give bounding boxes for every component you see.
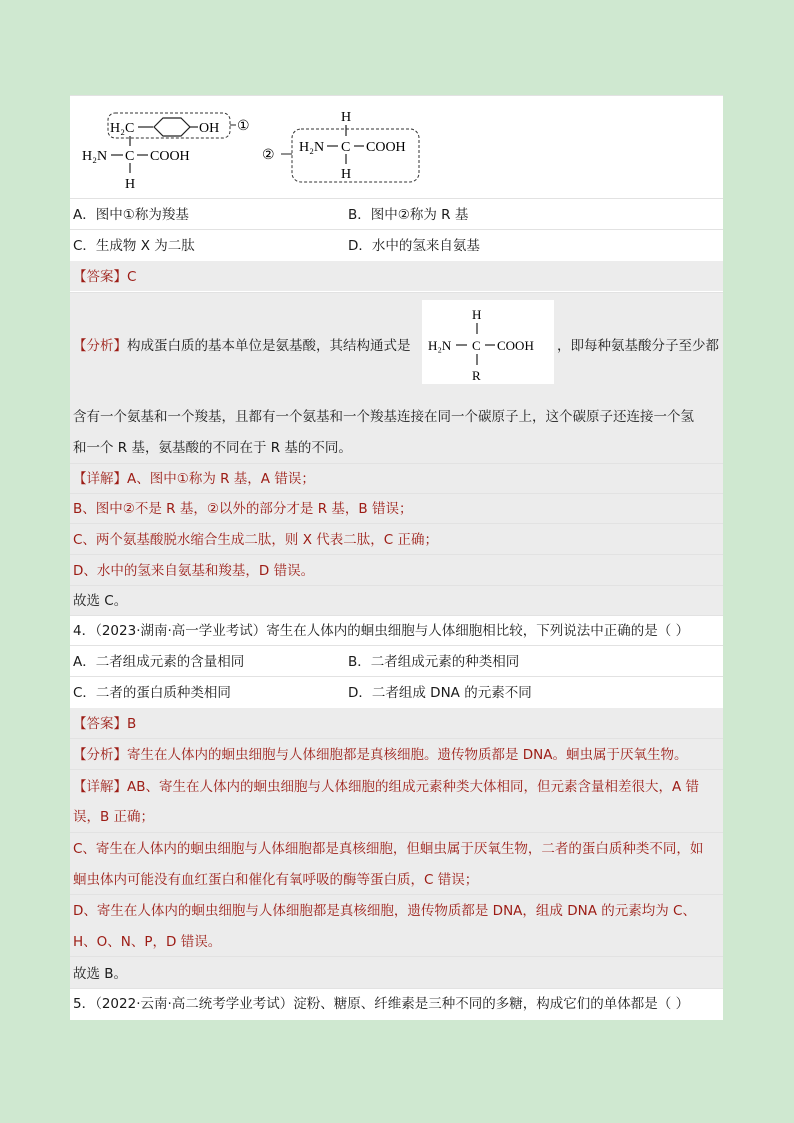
formula-h2n: H₂N	[428, 338, 452, 353]
left-c: C	[125, 149, 135, 164]
q3-options-row-1	[70, 198, 723, 229]
amino-acid-structures	[70, 96, 723, 198]
formula-c: C	[472, 338, 481, 353]
marker-2: ②	[262, 148, 275, 163]
q4-analysis	[70, 738, 723, 770]
right-h2n: H₂N	[299, 140, 325, 155]
answer-tag: 【答案】	[73, 269, 127, 285]
q3-options-row-2	[70, 229, 723, 261]
detail-tag: 【详解】	[73, 471, 127, 487]
analysis-line2: 含有一个氨基和一个羧基，且都有一个氨基和一个羧基连接在同一个碳原子上，这个碳原子还连接一个氢	[73, 409, 694, 425]
q4-option-c[interactable]: C．二者的蛋白质种类相同	[73, 685, 231, 701]
q3-detail-d	[70, 554, 723, 586]
general-formula-box	[422, 300, 554, 384]
q3-option-b[interactable]: B．图中②称为 R 基	[348, 207, 469, 223]
q4-stem	[70, 615, 723, 646]
detail-a: A、图中①称为 R 基，A 错误；	[127, 471, 315, 487]
formula-r: R	[472, 368, 481, 383]
q3-analysis	[70, 292, 723, 402]
q3-analysis-cont	[70, 401, 723, 463]
q3-option-a[interactable]: A．图中①称为羧基	[73, 207, 189, 223]
detail-d-2: H、O、N、P，D 错误。	[73, 934, 222, 950]
q4-answer	[70, 708, 723, 738]
right-c: C	[341, 140, 351, 155]
general-formula	[422, 300, 554, 384]
detail-b: B、图中②不是 R 基，②以外的部分才是 R 基，B 错误；	[73, 501, 413, 517]
right-h-top: H	[341, 110, 352, 125]
detail-d-1: D、寄生在人体内的蛔虫细胞与人体细胞都是真核细胞，遗传物质都是 DNA，组成 DNA 的元素均为 C、	[73, 903, 696, 919]
q4-detail-d	[70, 894, 723, 957]
analysis: 寄生在人体内的蛔虫细胞与人体细胞都是真核细胞。遗传物质都是 DNA。蛔虫属于厌氧生物。	[127, 747, 688, 763]
analysis-tag: 【分析】	[73, 747, 127, 763]
conclusion: 故选 B。	[73, 966, 128, 982]
answer-value: B	[127, 716, 137, 732]
question-stem: 5．（2022·云南·高二统考学业考试）淀粉、糖原、纤维素是三种不同的多糖，构成它们的单体都是（ ）	[73, 996, 690, 1012]
detail-ab-1: AB、寄生在人体内的蛔虫细胞与人体细胞的组成元素种类大体相同，但元素含量相差很大，A 错	[127, 779, 700, 795]
analysis-line3: 和一个 R 基，氨基酸的不同在于 R 基的不同。	[73, 440, 352, 456]
analysis-pre: 构成蛋白质的基本单位是氨基酸，其结构通式是	[127, 338, 411, 354]
left-h2n: H₂N	[82, 149, 108, 164]
detail-d: D、水中的氢来自氨基和羧基，D 错误。	[73, 563, 315, 579]
left-h2c: H₂C	[110, 121, 135, 136]
q4-options-row-2	[70, 676, 723, 708]
q4-detail-ab	[70, 769, 723, 833]
answer-tag: 【答案】	[73, 716, 127, 732]
benzene-ring-icon	[154, 118, 190, 136]
q4-option-b[interactable]: B．二者组成元素的种类相同	[348, 654, 520, 670]
q3-conclusion	[70, 585, 723, 616]
r-group-box-2	[292, 129, 419, 182]
q4-conclusion	[70, 956, 723, 989]
left-h: H	[125, 177, 136, 192]
detail-ab-2: 误，B 正确；	[73, 809, 155, 825]
right-h-bottom: H	[341, 167, 352, 182]
conclusion: 故选 C。	[73, 593, 128, 609]
structure-figure	[70, 95, 723, 198]
question-stem: 4．（2023·湖南·高一学业考试）寄生在人体内的蛔虫细胞与人体细胞相比较，下列说法中正确的是（ ）	[73, 623, 690, 639]
q5-stem	[70, 988, 723, 1021]
q3-option-d[interactable]: D．水中的氢来自氨基	[348, 238, 480, 254]
q3-answer	[70, 261, 723, 291]
answer-value: C	[127, 269, 137, 285]
q3-detail-b	[70, 493, 723, 524]
formula-cooh: COOH	[497, 338, 534, 353]
q3-option-c[interactable]: C．生成物 X 为二肽	[73, 238, 195, 254]
detail-c-2: 蛔虫体内可能没有血红蛋白和催化有氧呼吸的酶等蛋白质，C 错误；	[73, 872, 479, 888]
q4-option-a[interactable]: A．二者组成元素的含量相同	[73, 654, 245, 670]
right-cooh: COOH	[366, 140, 406, 155]
document-page	[70, 95, 723, 1020]
detail-c: C、两个氨基酸脱水缩合生成二肽，则 X 代表二肽，C 正确；	[73, 532, 438, 548]
left-cooh: COOH	[150, 149, 190, 164]
marker-1: ①	[237, 119, 250, 134]
detail-tag: 【详解】	[73, 779, 127, 795]
q3-detail-a	[70, 463, 723, 494]
left-oh: OH	[199, 121, 220, 136]
q4-option-d[interactable]: D．二者组成 DNA 的元素不同	[348, 685, 532, 701]
q3-detail-c	[70, 523, 723, 555]
analysis-tag: 【分析】	[73, 338, 127, 354]
formula-h: H	[472, 307, 482, 322]
detail-c-1: C、寄生在人体内的蛔虫细胞与人体细胞都是真核细胞，但蛔虫属于厌氧生物，二者的蛋白质种类不同，如	[73, 841, 704, 857]
analysis-post: ，即每种氨基酸分子至少都	[557, 338, 719, 354]
q4-detail-c	[70, 832, 723, 895]
q4-options-row-1	[70, 645, 723, 677]
